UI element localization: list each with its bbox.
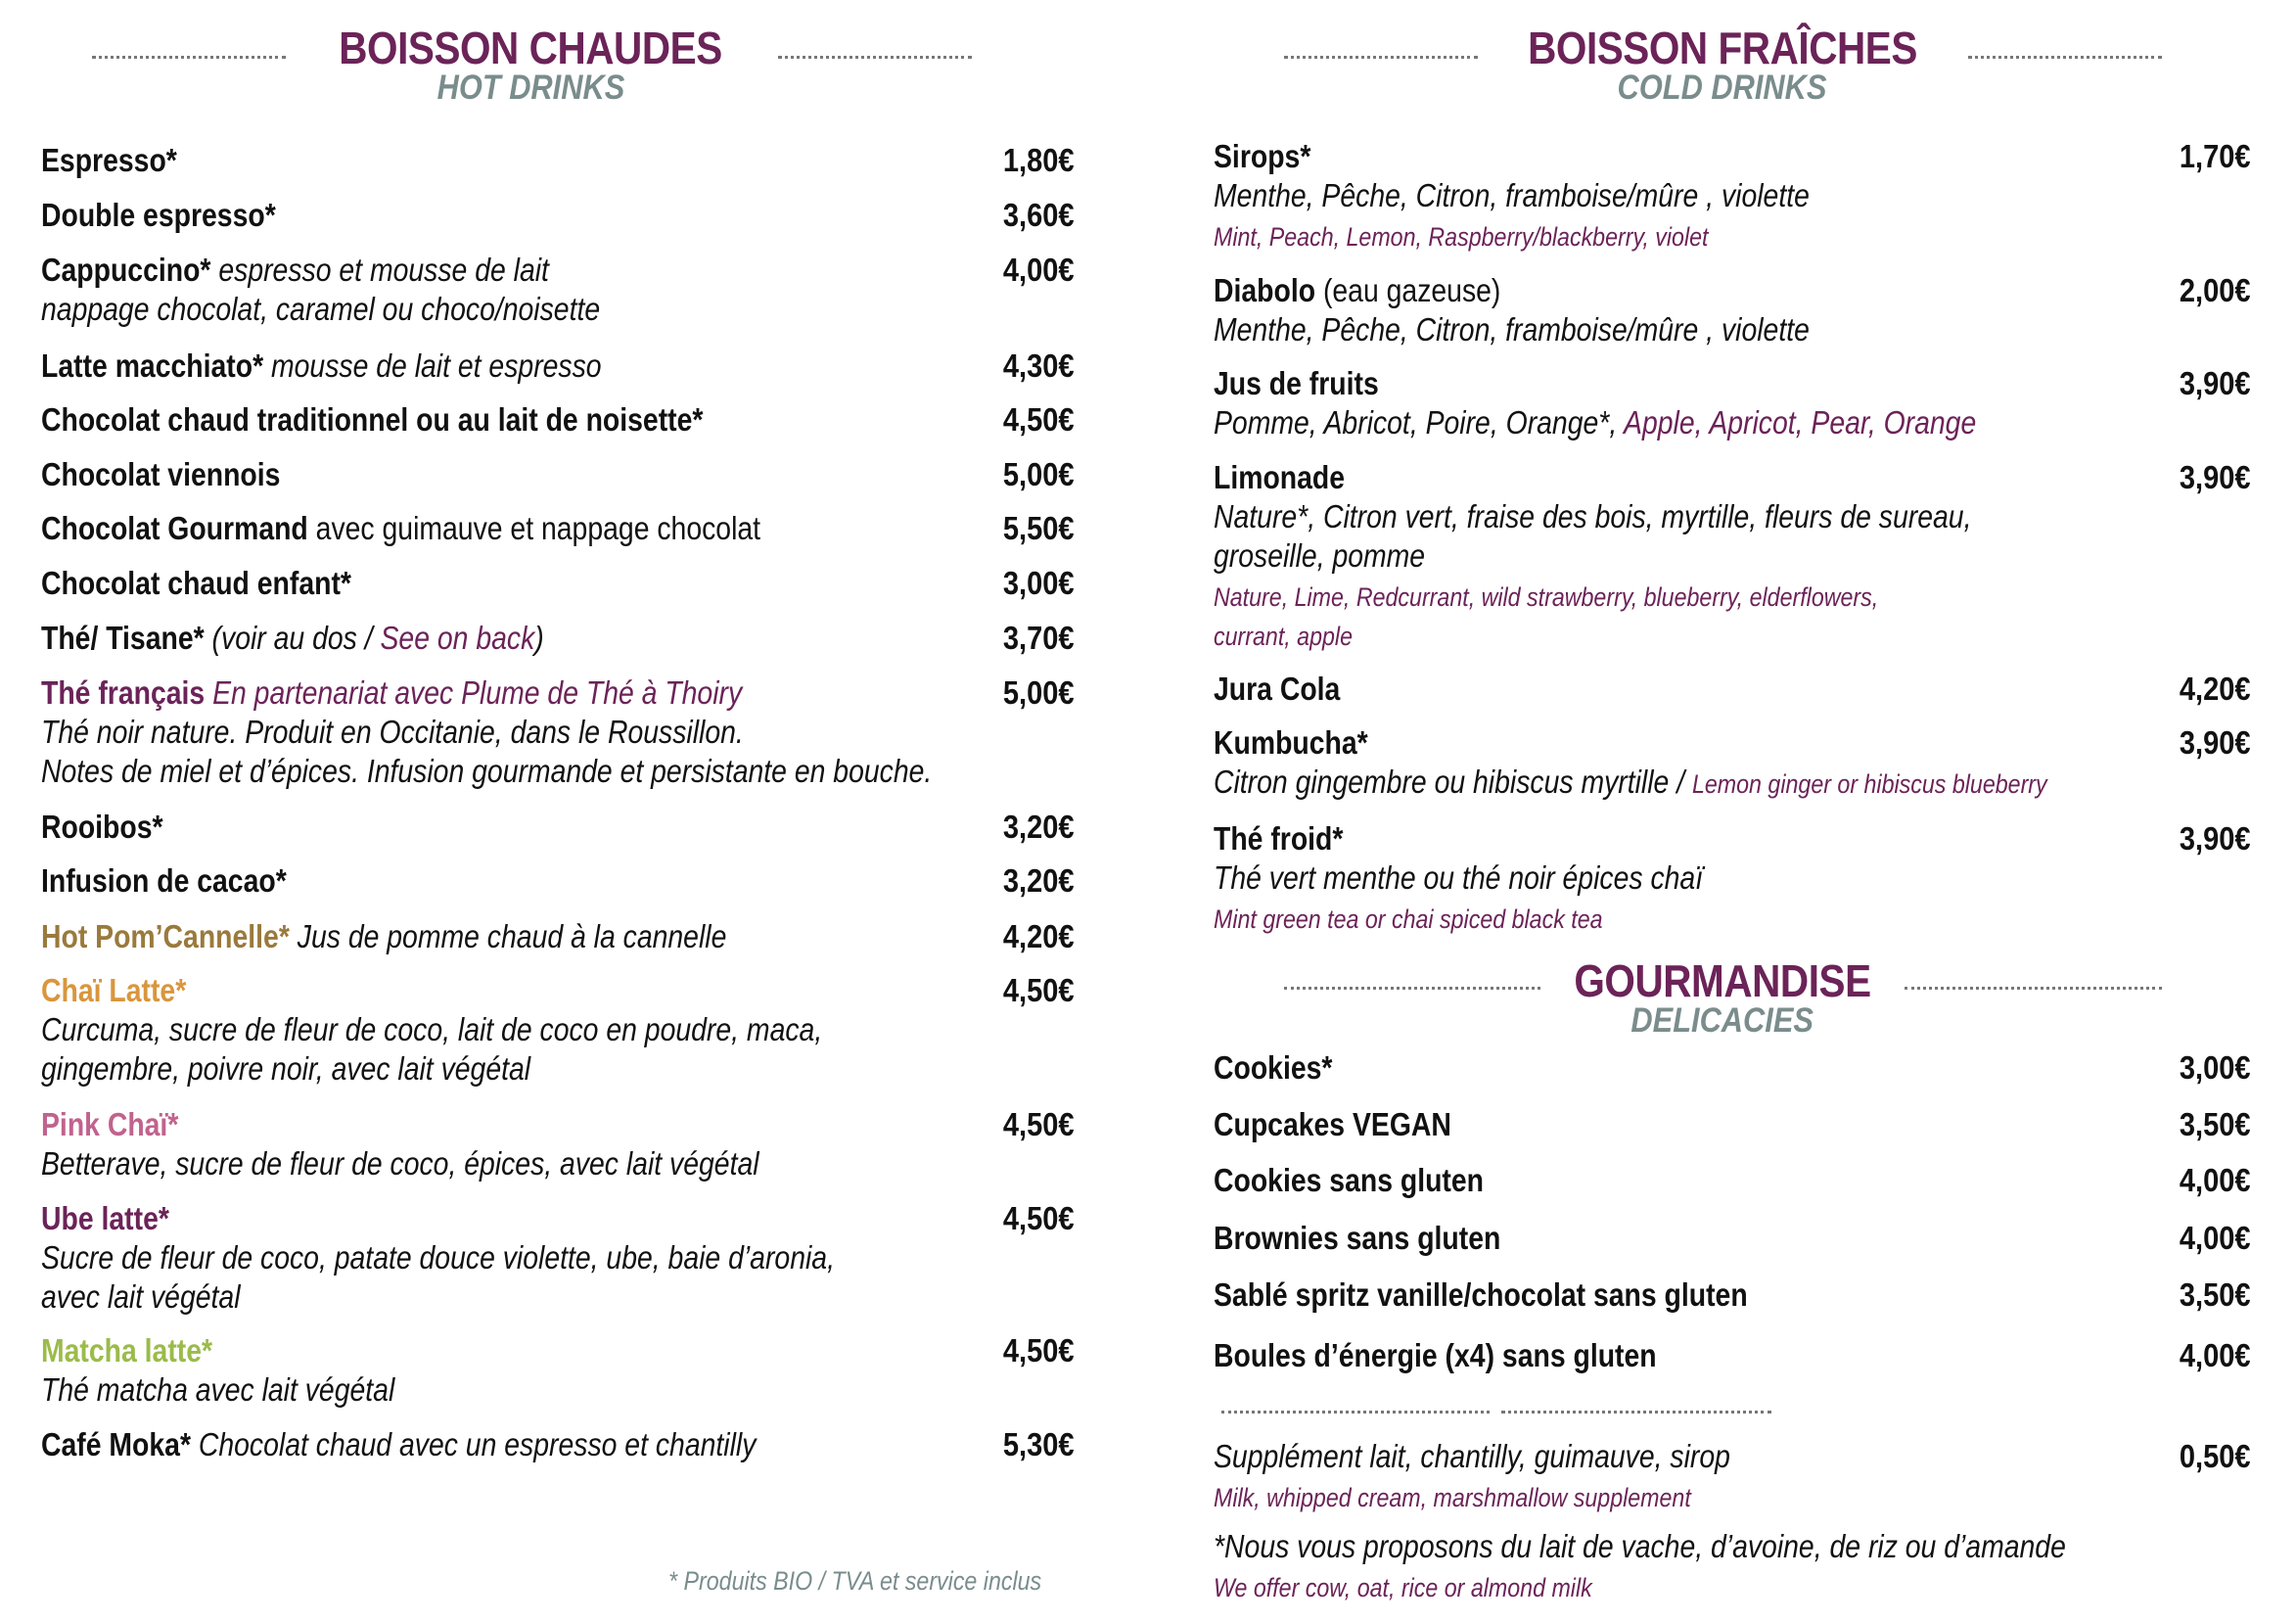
menu-item [1214, 723, 2251, 802]
text-segment: Café Moka* [41, 1426, 191, 1462]
item-name-line [41, 509, 930, 548]
text-segment: Cupcakes VEGAN [1214, 1106, 1451, 1142]
menu-item [41, 141, 1075, 180]
text-segment: currant, apple [1214, 622, 1353, 651]
section-title: BOISSON FRAÎCHES [1528, 23, 1917, 73]
text-segment: Chocolat chaud traditionnel ou au lait de noisette* [41, 401, 704, 438]
text-segment: Notes de miel et d’épices. Infusion gourmande et persistante en bouche. [41, 753, 933, 789]
item-name-line [1214, 1275, 2106, 1315]
item-name-line [41, 455, 930, 494]
menu-item [1214, 1437, 2251, 1515]
item-description-line [1214, 536, 2106, 576]
text-segment: Kumbucha* [1214, 724, 1368, 761]
item-description-line [41, 1144, 930, 1183]
text-segment: Menthe, Pêche, Citron, framboise/mûre , violette [1214, 177, 1810, 213]
text-segment: Menthe, Pêche, Citron, framboise/mûre , violette [1214, 311, 1810, 348]
text-segment: Double espresso* [41, 197, 276, 233]
text-segment: Pomme, Abricot, Poire, Orange*, [1214, 404, 1625, 441]
menu-item [1214, 1048, 2251, 1088]
section-subtitle: HOT DRINKS [436, 69, 624, 107]
item-price: 4,50€ [1003, 972, 1075, 1008]
hot-drinks-header [313, 22, 749, 108]
menu-item [1214, 1219, 2251, 1258]
menu-item [41, 619, 1075, 658]
item-price: 4,30€ [1003, 348, 1075, 384]
section-subtitle: DELICACIES [1630, 1001, 1814, 1040]
item-description-line [1214, 1476, 2106, 1515]
item-name-line [1214, 1161, 2106, 1200]
text-segment: Cookies* [1214, 1049, 1333, 1086]
item-price: 3,50€ [2180, 1106, 2251, 1142]
text-segment: Milk, whipped cream, marshmallow supplement [1214, 1483, 1691, 1512]
footnote: * Produits BIO / TVA et service inclus [667, 1566, 1041, 1596]
text-segment: Jus de pomme chaud à la cannelle [289, 918, 727, 954]
item-price: 4,00€ [2180, 1220, 2251, 1256]
item-name-line [41, 1105, 930, 1144]
menu-item [41, 917, 1075, 956]
text-segment: Limonade [1214, 459, 1346, 495]
menu-item [41, 1199, 1075, 1317]
menu-item [1214, 1275, 2251, 1315]
item-price: 4,50€ [1003, 401, 1075, 438]
divider [1284, 987, 1540, 990]
item-name-line [41, 917, 930, 956]
text-segment: Cappuccino* [41, 252, 211, 288]
item-name-line [41, 400, 930, 440]
text-segment: Matcha latte* [41, 1332, 213, 1368]
text-segment: Lemon ginger or hibiscus blueberry [1691, 769, 2047, 799]
menu-item [41, 196, 1075, 235]
text-segment: Pink Chaï* [41, 1106, 179, 1142]
item-description-line [1214, 763, 2106, 802]
text-segment: We offer cow, oat, rice or almond milk [1214, 1573, 1592, 1602]
item-name-line [1214, 458, 2106, 497]
text-segment: Curcuma, sucre de fleur de coco, lait de coco en poudre, maca, [41, 1011, 823, 1047]
item-name-line [41, 861, 930, 901]
text-segment: Thé matcha avec lait végétal [41, 1371, 395, 1408]
item-description-line [1214, 615, 2106, 654]
text-segment: See on back [380, 620, 535, 656]
section-title: BOISSON CHAUDES [339, 23, 722, 73]
item-price: 1,70€ [2180, 138, 2251, 174]
item-name-line [41, 251, 930, 290]
text-segment: Diabolo [1214, 272, 1316, 308]
text-segment: Chaï Latte* [41, 972, 187, 1008]
item-name-line [1214, 1437, 2106, 1476]
cold-drinks-header [1501, 22, 1944, 108]
item-price: 3,90€ [2180, 365, 2251, 401]
item-price: 3,20€ [1003, 862, 1075, 899]
delicacies-header [1554, 954, 1892, 1041]
text-segment: Nature*, Citron vert, fraise des bois, myrtille, fleurs de sureau, [1214, 498, 1972, 534]
text-segment: Chocolat viennois [41, 456, 281, 492]
text-segment: nappage chocolat, caramel ou choco/noisette [41, 291, 601, 327]
menu-item [41, 347, 1075, 386]
item-description-line [1214, 497, 2106, 536]
item-name-line [1214, 1336, 2106, 1375]
item-price: 3,90€ [2180, 724, 2251, 761]
item-description-line [1214, 858, 2106, 898]
item-price: 4,50€ [1003, 1200, 1075, 1236]
text-segment: Sablé spritz vanille/chocolat sans gluten [1214, 1276, 1748, 1313]
text-segment: Supplément lait, chantilly, guimauve, sirop [1214, 1438, 1730, 1474]
item-description-line [1214, 310, 2106, 349]
text-segment: Thé français [41, 674, 206, 711]
item-description-line [41, 1049, 930, 1089]
item-description-line [1214, 403, 2106, 442]
item-description-line [1214, 1566, 2106, 1605]
item-price: 3,90€ [2180, 459, 2251, 495]
menu-item [41, 251, 1075, 329]
item-description-line [41, 713, 930, 752]
text-segment: Citron gingembre ou hibiscus myrtille / [1214, 764, 1692, 800]
item-name-line [1214, 670, 2106, 709]
text-segment: Sucre de fleur de coco, patate douce violette, ube, baie d’aronia, [41, 1239, 835, 1275]
text-segment: Ube latte* [41, 1200, 169, 1236]
item-price: 5,30€ [1003, 1426, 1075, 1462]
item-name-line [1214, 1105, 2106, 1144]
item-name-line [41, 673, 930, 713]
item-name-line [1214, 137, 2106, 176]
item-price: 5,00€ [1003, 674, 1075, 711]
item-price: 4,50€ [1003, 1332, 1075, 1368]
menu-item [41, 509, 1075, 548]
text-segment: avec guimauve et nappage chocolat [307, 510, 761, 546]
divider [1284, 56, 1478, 59]
text-segment: Brownies sans gluten [1214, 1220, 1501, 1256]
text-segment: Nature, Lime, Redcurrant, wild strawberry, blueberry, elderflowers, [1214, 582, 1879, 612]
menu-item [1214, 819, 2251, 937]
text-segment: Boules d’énergie (x4) sans gluten [1214, 1337, 1657, 1373]
divider [1221, 1411, 1490, 1414]
item-price: 3,00€ [2180, 1049, 2251, 1086]
item-name-line [41, 1331, 930, 1370]
text-segment: Thé froid* [1214, 820, 1344, 857]
text-segment: avec lait végétal [41, 1278, 241, 1315]
item-name-line [41, 347, 930, 386]
text-segment: Rooibos* [41, 809, 163, 845]
menu-item [41, 971, 1075, 1089]
text-segment: mousse de lait et espresso [263, 348, 602, 384]
menu-item [1214, 1336, 2251, 1375]
text-segment: Cookies sans gluten [1214, 1162, 1484, 1198]
menu-item [41, 564, 1075, 603]
item-name-line [1214, 1219, 2106, 1258]
section-title: GOURMANDISE [1574, 955, 1871, 1006]
item-description-line [41, 1238, 930, 1277]
item-name-line [41, 808, 930, 847]
item-price: 3,50€ [2180, 1276, 2251, 1313]
menu-item [41, 673, 1075, 791]
text-segment: Mint, Peach, Lemon, Raspberry/blackberry, violet [1214, 222, 1709, 252]
text-segment: Sirops* [1214, 138, 1311, 174]
item-name-line [41, 196, 930, 235]
menu-item [41, 1425, 1075, 1464]
item-name-line [41, 564, 930, 603]
item-price: 4,00€ [2180, 1337, 2251, 1373]
item-name-line [1214, 271, 2106, 310]
item-price: 3,70€ [1003, 620, 1075, 656]
text-segment: (voir au dos / [204, 620, 381, 656]
menu-item [41, 455, 1075, 494]
divider [1501, 1411, 1771, 1414]
divider [1968, 56, 2162, 59]
item-name-line [41, 141, 930, 180]
text-segment: Chocolat chaud enfant* [41, 565, 351, 601]
text-segment: Jura Cola [1214, 671, 1341, 707]
item-description-line [41, 752, 933, 791]
item-name-line [41, 1199, 930, 1238]
menu-item [1214, 670, 2251, 709]
text-segment: (eau gazeuse) [1315, 272, 1501, 308]
item-price: 4,20€ [1003, 918, 1075, 954]
menu-item [1214, 271, 2251, 349]
item-name-line [1214, 364, 2106, 403]
item-name-line [1214, 1048, 2106, 1088]
item-name-line [41, 619, 930, 658]
item-price: 5,00€ [1003, 456, 1075, 492]
item-price: 2,00€ [2180, 272, 2251, 308]
item-name-line [41, 971, 930, 1010]
text-segment: Apple, Apricot, Pear, Orange [1624, 404, 1977, 441]
item-name-line [41, 1425, 930, 1464]
item-price: 4,00€ [1003, 252, 1075, 288]
item-name-line [1214, 819, 2106, 858]
text-segment: Chocolat chaud avec un espresso et chantilly [190, 1426, 757, 1462]
item-description-line [1214, 576, 2106, 615]
text-segment: espresso et mousse de lait [210, 252, 549, 288]
item-price: 4,50€ [1003, 1106, 1075, 1142]
text-segment: Mint green tea or chai spiced black tea [1214, 904, 1603, 934]
text-segment: ) [534, 620, 544, 656]
text-segment: Infusion de cacao* [41, 862, 287, 899]
divider [778, 56, 972, 59]
divider [92, 56, 286, 59]
text-segment: Latte macchiato* [41, 348, 264, 384]
item-price: 3,20€ [1003, 809, 1075, 845]
menu-item [41, 861, 1075, 901]
item-price: 4,00€ [2180, 1162, 2251, 1198]
section-subtitle: COLD DRINKS [1618, 69, 1827, 107]
item-description-line [1214, 176, 2106, 215]
text-segment: Thé vert menthe ou thé noir épices chaï [1214, 859, 1704, 896]
item-price: 3,90€ [2180, 820, 2251, 857]
item-description-line [41, 1370, 930, 1410]
item-name-line [1214, 1527, 2106, 1566]
menu-item [41, 1105, 1075, 1183]
text-segment: Thé noir nature. Produit en Occitanie, dans le Roussillon. [41, 714, 744, 750]
menu-item [1214, 1161, 2251, 1200]
text-segment: En partenariat avec Plume de Thé à Thoiry [205, 674, 743, 711]
text-segment: *Nous vous proposons du lait de vache, d’avoine, de riz ou d’amande [1214, 1528, 2066, 1564]
item-description-line [41, 1010, 930, 1049]
menu-item [41, 1331, 1075, 1410]
text-segment: gingembre, poivre noir, avec lait végétal [41, 1050, 531, 1087]
menu-item [1214, 1527, 2251, 1605]
item-price: 3,00€ [1003, 565, 1075, 601]
item-description-line [41, 290, 930, 329]
item-description-line [41, 1277, 930, 1317]
item-price: 4,20€ [2180, 671, 2251, 707]
item-price: 3,60€ [1003, 197, 1075, 233]
divider [1905, 987, 2162, 990]
menu-item [41, 400, 1075, 440]
menu-item [1214, 458, 2251, 654]
item-description-line [1214, 215, 2106, 255]
item-price: 0,50€ [2180, 1438, 2251, 1474]
menu-item [1214, 364, 2251, 442]
text-segment: Thé/ Tisane* [41, 620, 205, 656]
item-price: 5,50€ [1003, 510, 1075, 546]
text-segment: Chocolat Gourmand [41, 510, 308, 546]
item-name-line [1214, 723, 2106, 763]
menu-item [41, 808, 1075, 847]
item-price: 1,80€ [1003, 142, 1075, 178]
item-description-line [1214, 898, 2106, 937]
menu-item [1214, 137, 2251, 255]
text-segment: groseille, pomme [1214, 537, 1426, 574]
text-segment: Hot Pom’Cannelle* [41, 918, 290, 954]
text-segment: Espresso* [41, 142, 177, 178]
text-segment: Betterave, sucre de fleur de coco, épices, avec lait végétal [41, 1145, 759, 1182]
menu-item [1214, 1105, 2251, 1144]
text-segment: Jus de fruits [1214, 365, 1379, 401]
